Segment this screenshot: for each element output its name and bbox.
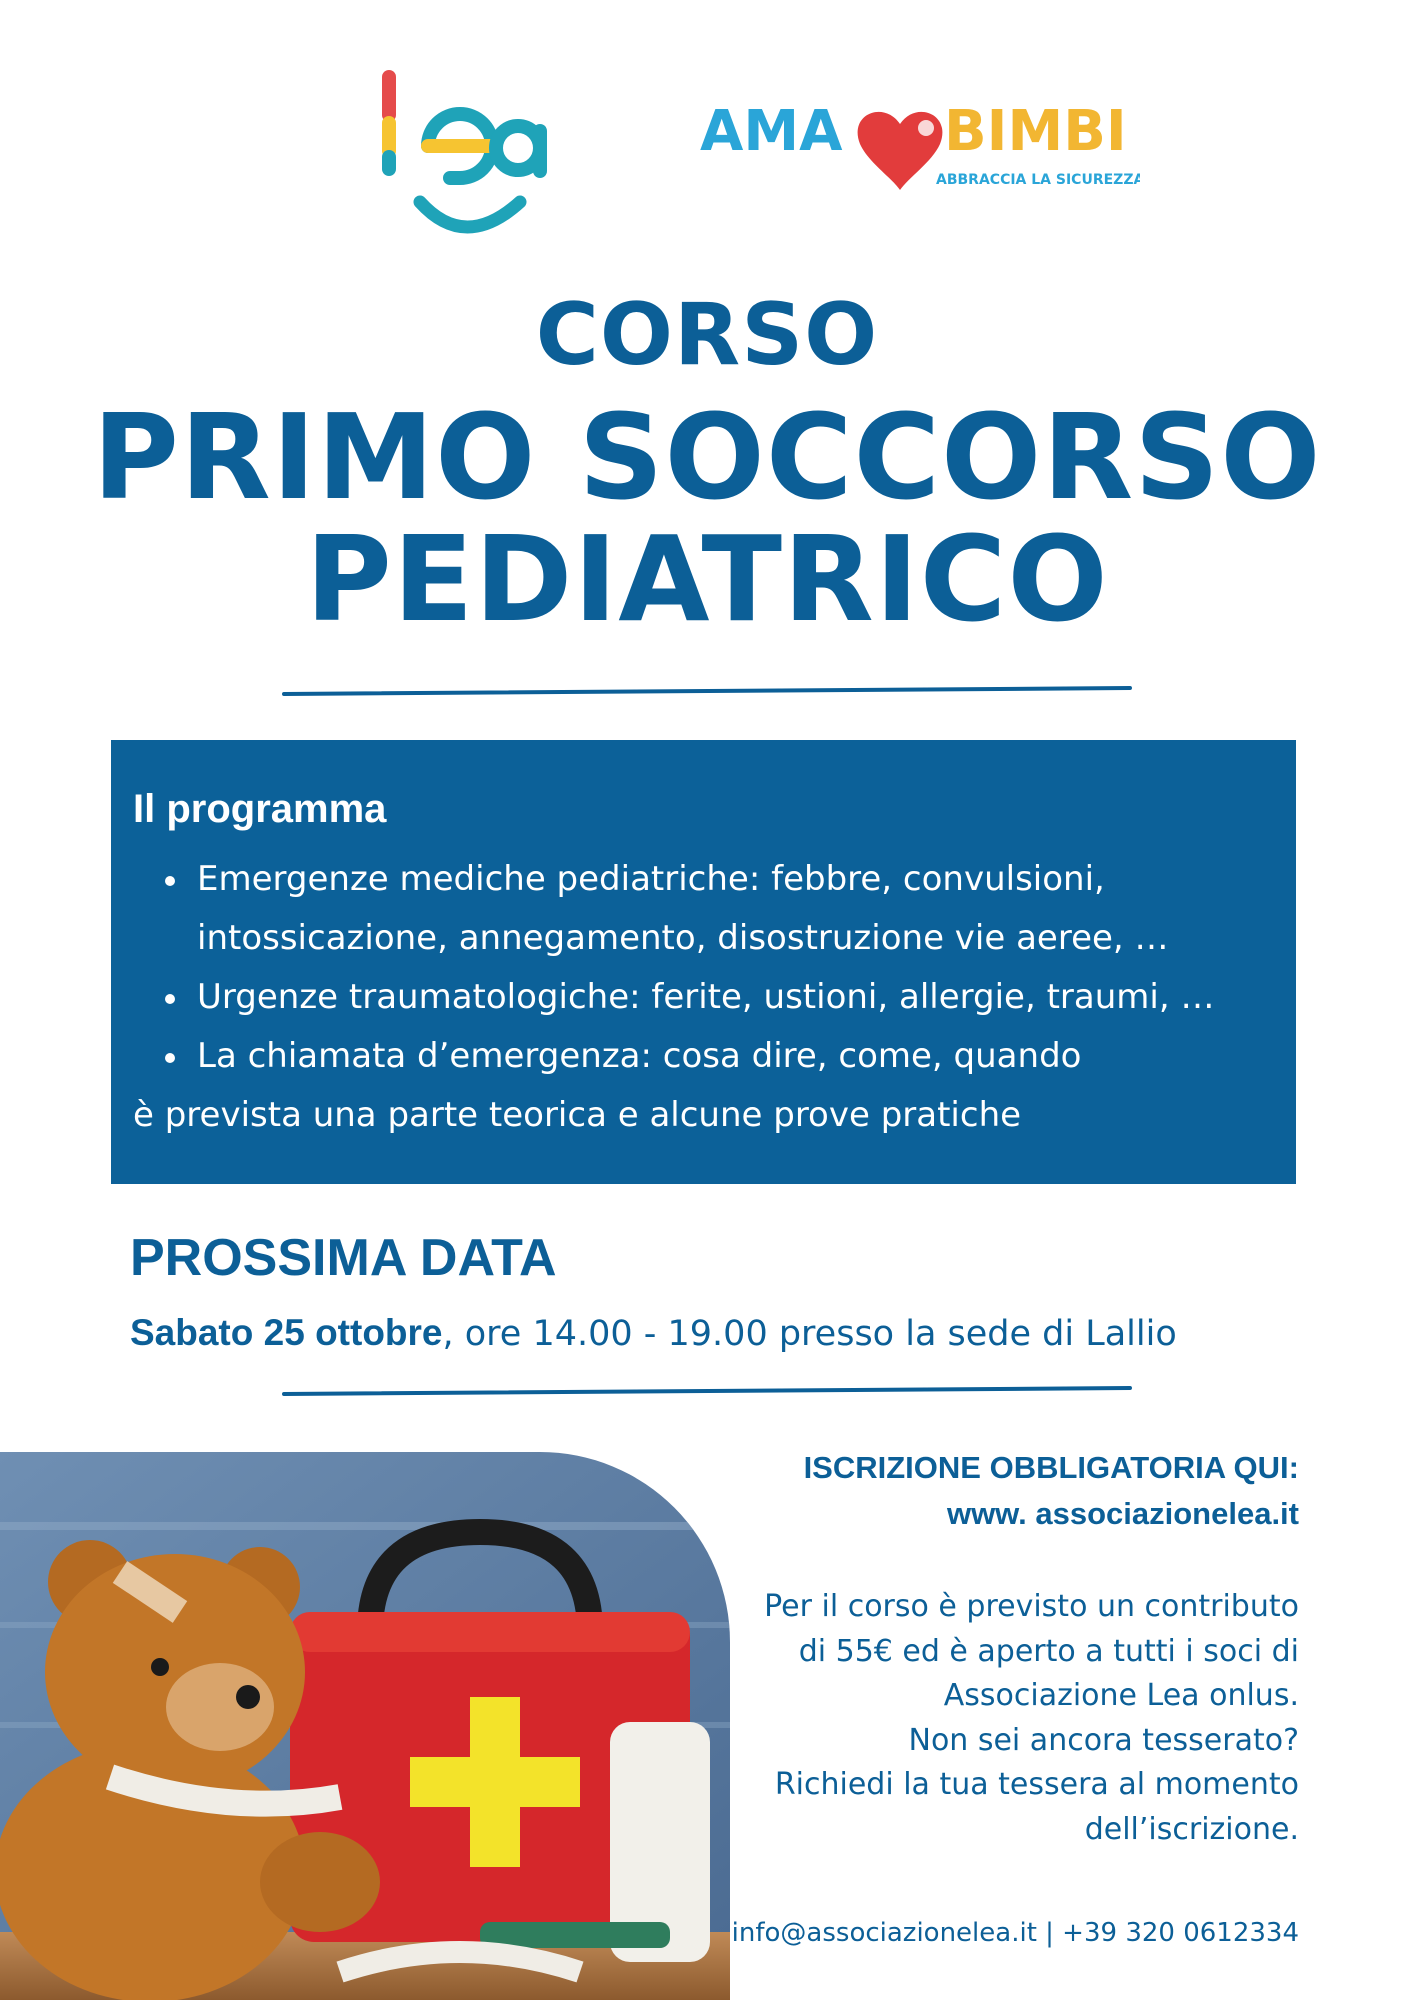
teddy-bear-first-aid-photo: [0, 1452, 730, 2000]
amabimbi-bimbi-text: BIMBI: [944, 99, 1127, 164]
program-item: Urgenze traumatologiche: ferite, ustioni, allergie, traumi, …: [163, 968, 1274, 1027]
course-info: [764, 1585, 1299, 1852]
course-info-line: Non sei ancora tesserato?: [908, 1722, 1299, 1758]
divider-top: [282, 686, 1132, 696]
signup-link[interactable]: www. associazionelea.it: [946, 1496, 1299, 1531]
contact-line[interactable]: info@associazionelea.it | +39 320 0612334: [731, 1918, 1299, 1948]
amabimbi-ama-text: AMA: [700, 99, 843, 164]
course-info-line: dell’iscrizione.: [1084, 1811, 1299, 1847]
program-note: è prevista una parte teorica e alcune prove pratiche: [133, 1095, 1022, 1135]
program-item: La chiamata d’emergenza: cosa dire, come, quando: [163, 1027, 1274, 1086]
title-pediatrico: PEDIATRICO: [305, 510, 1109, 648]
next-date-line: [130, 1308, 1177, 1359]
lea-logo: [370, 62, 560, 240]
amabimbi-logo: [700, 98, 1140, 194]
program-item: Emergenze mediche pediatriche: febbre, convulsioni, intossicazione, annegamento, disostruzione vie aeree, …: [163, 850, 1274, 968]
divider-middle: [282, 1386, 1132, 1396]
next-date-day: Sabato 25 ottobre: [130, 1312, 443, 1353]
course-info-line: di 55€ ed è aperto a tutti i soci di: [798, 1633, 1299, 1669]
next-date-details: , ore 14.00 - 19.00 presso la sede di Lallio: [442, 1314, 1177, 1354]
next-date-heading: PROSSIMA DATA: [130, 1229, 557, 1287]
program-box: [111, 740, 1296, 1184]
title-corso: CORSO: [535, 285, 879, 385]
program-heading: Il programma: [133, 787, 387, 831]
program-list: [133, 850, 1274, 1086]
course-info-line: Associazione Lea onlus.: [943, 1678, 1299, 1713]
course-info-line: Richiedi la tua tessera al momento: [774, 1767, 1299, 1802]
course-info-line: Per il corso è previsto un contributo: [764, 1589, 1299, 1624]
signup-label: ISCRIZIONE OBBLIGATORIA QUI:: [803, 1450, 1299, 1485]
title-primo-soccorso: PRIMO SOCCORSO: [92, 388, 1322, 526]
amabimbi-tagline: ABBRACCIA LA SICUREZZA: [936, 172, 1140, 188]
